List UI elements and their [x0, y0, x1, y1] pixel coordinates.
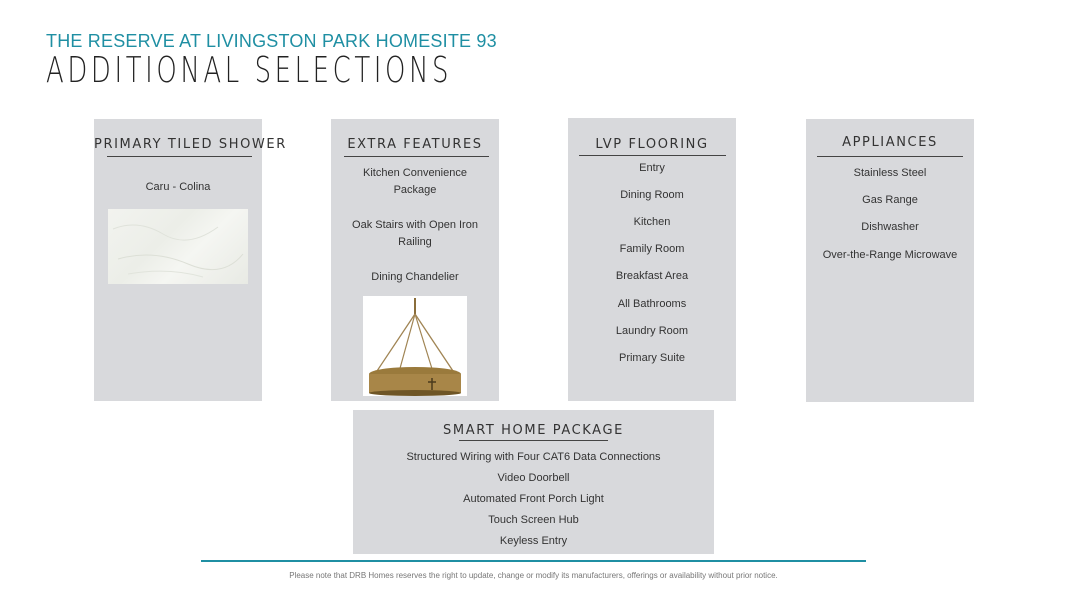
- selection-item: Dining Chandelier: [371, 271, 459, 283]
- selection-item: Dishwasher: [861, 221, 919, 233]
- selection-item: Dining Room: [620, 189, 684, 201]
- card-smart-home-package: [353, 410, 714, 554]
- chandelier-icon: [363, 296, 467, 396]
- card-heading: APPLIANCES: [842, 135, 938, 150]
- selection-item: Keyless Entry: [499, 535, 568, 547]
- disclaimer-text: Please note that DRB Homes reserves the right to update, change or modify its manufacturers, offerings or availability without prior notice.: [289, 571, 778, 580]
- heading-divider: [579, 155, 726, 156]
- tile-swatch-image: [108, 209, 248, 284]
- card-heading: SMART HOME PACKAGE: [443, 423, 624, 438]
- heading-divider: [344, 156, 489, 157]
- card-extra-features: [331, 119, 499, 401]
- community-homesite-subtitle: THE RESERVE AT LIVINGSTON PARK HOMESITE 93: [46, 31, 497, 51]
- card-heading: LVP FLOORING: [595, 137, 709, 152]
- card-primary-tiled-shower: [94, 119, 287, 401]
- selection-item: Kitchen Convenience Package: [363, 167, 467, 196]
- selection-item: Structured Wiring with Four CAT6 Data Connections: [406, 451, 661, 463]
- selection-item: Video Doorbell: [497, 472, 570, 484]
- card-lvp-flooring: [568, 118, 736, 401]
- selection-item: Primary Suite: [618, 352, 686, 364]
- selection-item: Over-the-Range Microwave: [822, 249, 958, 261]
- card-appliances: [806, 119, 974, 402]
- selection-item: Gas Range: [862, 194, 918, 206]
- selection-item: Breakfast Area: [615, 270, 689, 282]
- card-heading: EXTRA FEATURES: [347, 137, 483, 152]
- chandelier-image: [363, 296, 467, 396]
- selection-item: Entry: [639, 162, 665, 174]
- selection-item: All Bathrooms: [617, 298, 687, 310]
- selection-item: Stainless Steel: [853, 167, 927, 179]
- selection-item: Oak Stairs with Open Iron Railing: [352, 219, 478, 248]
- selection-item: Automated Front Porch Light: [463, 493, 604, 505]
- heading-divider: [459, 440, 608, 441]
- selection-item: Family Room: [619, 243, 685, 255]
- card-heading: PRIMARY TILED SHOWER: [94, 137, 287, 152]
- selection-item: Laundry Room: [615, 325, 689, 337]
- tile-texture: [108, 209, 248, 284]
- selection-item: Kitchen: [633, 216, 671, 228]
- page-title: ADDITIONAL SELECTIONS: [46, 50, 453, 91]
- heading-divider: [817, 156, 963, 157]
- footer-divider: [201, 560, 866, 562]
- selection-item: Touch Screen Hub: [488, 514, 579, 526]
- selection-item: Caru - Colina: [145, 181, 211, 193]
- heading-divider: [107, 156, 252, 157]
